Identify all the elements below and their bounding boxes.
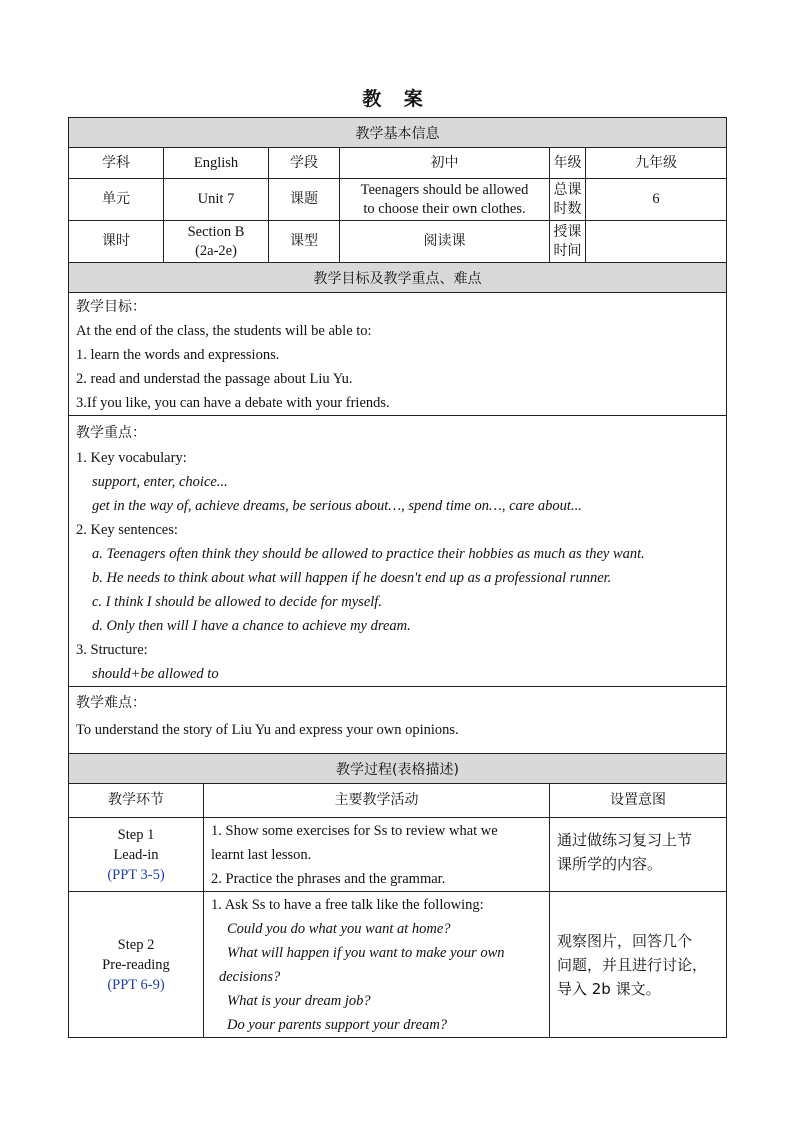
process-header: 教学过程(表格描述): [69, 754, 727, 784]
period-value: [164, 221, 269, 263]
ppt-range: (PPT 3-5): [107, 866, 165, 883]
unit-label: 单元: [69, 179, 164, 221]
objectives-header-row: [69, 263, 727, 293]
step-number: Step 2: [117, 936, 155, 953]
period-line-2: (2a-2e): [195, 242, 237, 259]
process-row-step-2: [69, 892, 727, 1038]
goal-line: 1. learn the words and expressions.: [76, 347, 280, 363]
activity-line: decisions?: [219, 969, 281, 985]
key-point-line: 1. Key vocabulary:: [76, 450, 187, 466]
activity-line: What is your dream job?: [227, 993, 371, 1009]
step-number: Step 1: [117, 826, 155, 843]
subject-label: 学科: [69, 148, 164, 179]
activity-cell: [204, 818, 550, 892]
process-header-row: [69, 754, 727, 784]
purpose-cell: [550, 818, 727, 892]
key-point-line: c. I think I should be allowed to decide for myself.: [92, 594, 382, 610]
lesson-plan-table: [68, 117, 727, 1038]
total-periods-label-line-1: 总课: [553, 181, 582, 198]
key-point-line: should+be allowed to: [92, 666, 219, 682]
teach-time-label: [550, 221, 586, 263]
basic-info-header-row: [69, 118, 727, 148]
activity-line: 2. Practice the phrases and the grammar.: [211, 871, 446, 887]
activity-line: Do your parents support your dream?: [227, 1017, 448, 1033]
goal-line: 2. read and understad the passage about Liu Yu.: [76, 371, 353, 387]
key-points-row: [69, 416, 727, 687]
goals-title: 教学目标：: [76, 299, 146, 315]
objectives-header: 教学目标及教学重点、难点: [69, 263, 727, 293]
process-row-step-1: [69, 818, 727, 892]
unit-value: Unit 7: [164, 179, 269, 221]
difficult-points-title: 教学难点：: [76, 695, 146, 711]
total-periods-value: 6: [586, 179, 727, 221]
stage-cell: [69, 818, 204, 892]
topic-label: 课题: [269, 179, 340, 221]
key-points-title: 教学重点：: [76, 425, 146, 441]
purpose-line: 问题，并且进行讨论，: [557, 955, 708, 974]
basic-info-row-3: [69, 221, 727, 263]
purpose-line: 观察图片，回答几个: [557, 931, 693, 950]
step-name: Pre-reading: [102, 956, 170, 973]
topic-line-1: Teenagers should be allowed: [360, 181, 529, 198]
period-line-1: Section B: [187, 223, 245, 240]
basic-info-header: 教学基本信息: [69, 118, 727, 148]
subject-value: English: [164, 148, 269, 179]
col-stage-header: 教学环节: [69, 784, 204, 818]
difficult-points-cell: [69, 687, 727, 754]
grade-label: 年级: [550, 148, 586, 179]
stage-cell: [69, 892, 204, 1038]
purpose-cell: [550, 892, 727, 1038]
teach-time-label-line-1: 授课: [553, 223, 582, 240]
topic-value: [340, 179, 550, 221]
page-title: 教 案: [362, 88, 431, 110]
ppt-range: (PPT 6-9): [107, 976, 165, 993]
key-point-line: b. He needs to think about what will happen if he doesn't end up as a professional runner.: [92, 570, 612, 586]
goal-line: At the end of the class, the students will be able to:: [76, 323, 372, 339]
key-points-cell: [69, 416, 727, 687]
purpose-line: 课所学的内容。: [557, 855, 663, 873]
stage-label: 学段: [269, 148, 340, 179]
activity-line: 1. Show some exercises for Ss to review what we: [211, 823, 498, 839]
activity-cell: [204, 892, 550, 1038]
difficult-points-text: To understand the story of Liu Yu and express your own opinions.: [76, 722, 459, 738]
goals-row: [69, 293, 727, 416]
key-point-line: get in the way of, achieve dreams, be serious about…, spend time on…, care about...: [92, 498, 582, 514]
difficult-points-row: [69, 687, 727, 754]
period-label: 课时: [69, 221, 164, 263]
activity-line: learnt last lesson.: [211, 847, 312, 863]
key-point-line: 2. Key sentences:: [76, 522, 178, 538]
activity-line: Could you do what you want at home?: [227, 921, 451, 937]
col-purpose-header: 设置意图: [550, 784, 727, 818]
teach-time-label-line-2: 时间: [553, 242, 582, 259]
key-point-line: 3. Structure:: [76, 642, 148, 658]
key-point-line: support, enter, choice...: [92, 474, 228, 490]
topic-line-2: to choose their own clothes.: [363, 200, 526, 217]
grade-value: 九年级: [586, 148, 727, 179]
lesson-type-value: 阅读课: [340, 221, 550, 263]
lesson-type-label: 课型: [269, 221, 340, 263]
goals-cell: [69, 293, 727, 416]
basic-info-row-1: [69, 148, 727, 179]
purpose-line: 导入 2b 课文。: [557, 979, 661, 998]
activity-line: 1. Ask Ss to have a free talk like the following:: [211, 897, 484, 913]
goal-line: 3.If you like, you can have a debate with your friends.: [76, 395, 390, 411]
purpose-line: 通过做练习复习上节: [557, 831, 693, 849]
teach-time-value: [586, 221, 727, 263]
process-columns-row: [69, 784, 727, 818]
step-name: Lead-in: [113, 846, 159, 863]
basic-info-row-2: [69, 179, 727, 221]
col-activity-header: 主要教学活动: [204, 784, 550, 818]
total-periods-label-line-2: 时数: [553, 200, 582, 217]
stage-value: 初中: [340, 148, 550, 179]
key-point-line: d. Only then will I have a chance to achieve my dream.: [92, 618, 411, 634]
key-point-line: a. Teenagers often think they should be allowed to practice their hobbies as much as they want.: [92, 546, 645, 562]
total-periods-label: [550, 179, 586, 221]
activity-line: What will happen if you want to make your own: [227, 945, 505, 961]
